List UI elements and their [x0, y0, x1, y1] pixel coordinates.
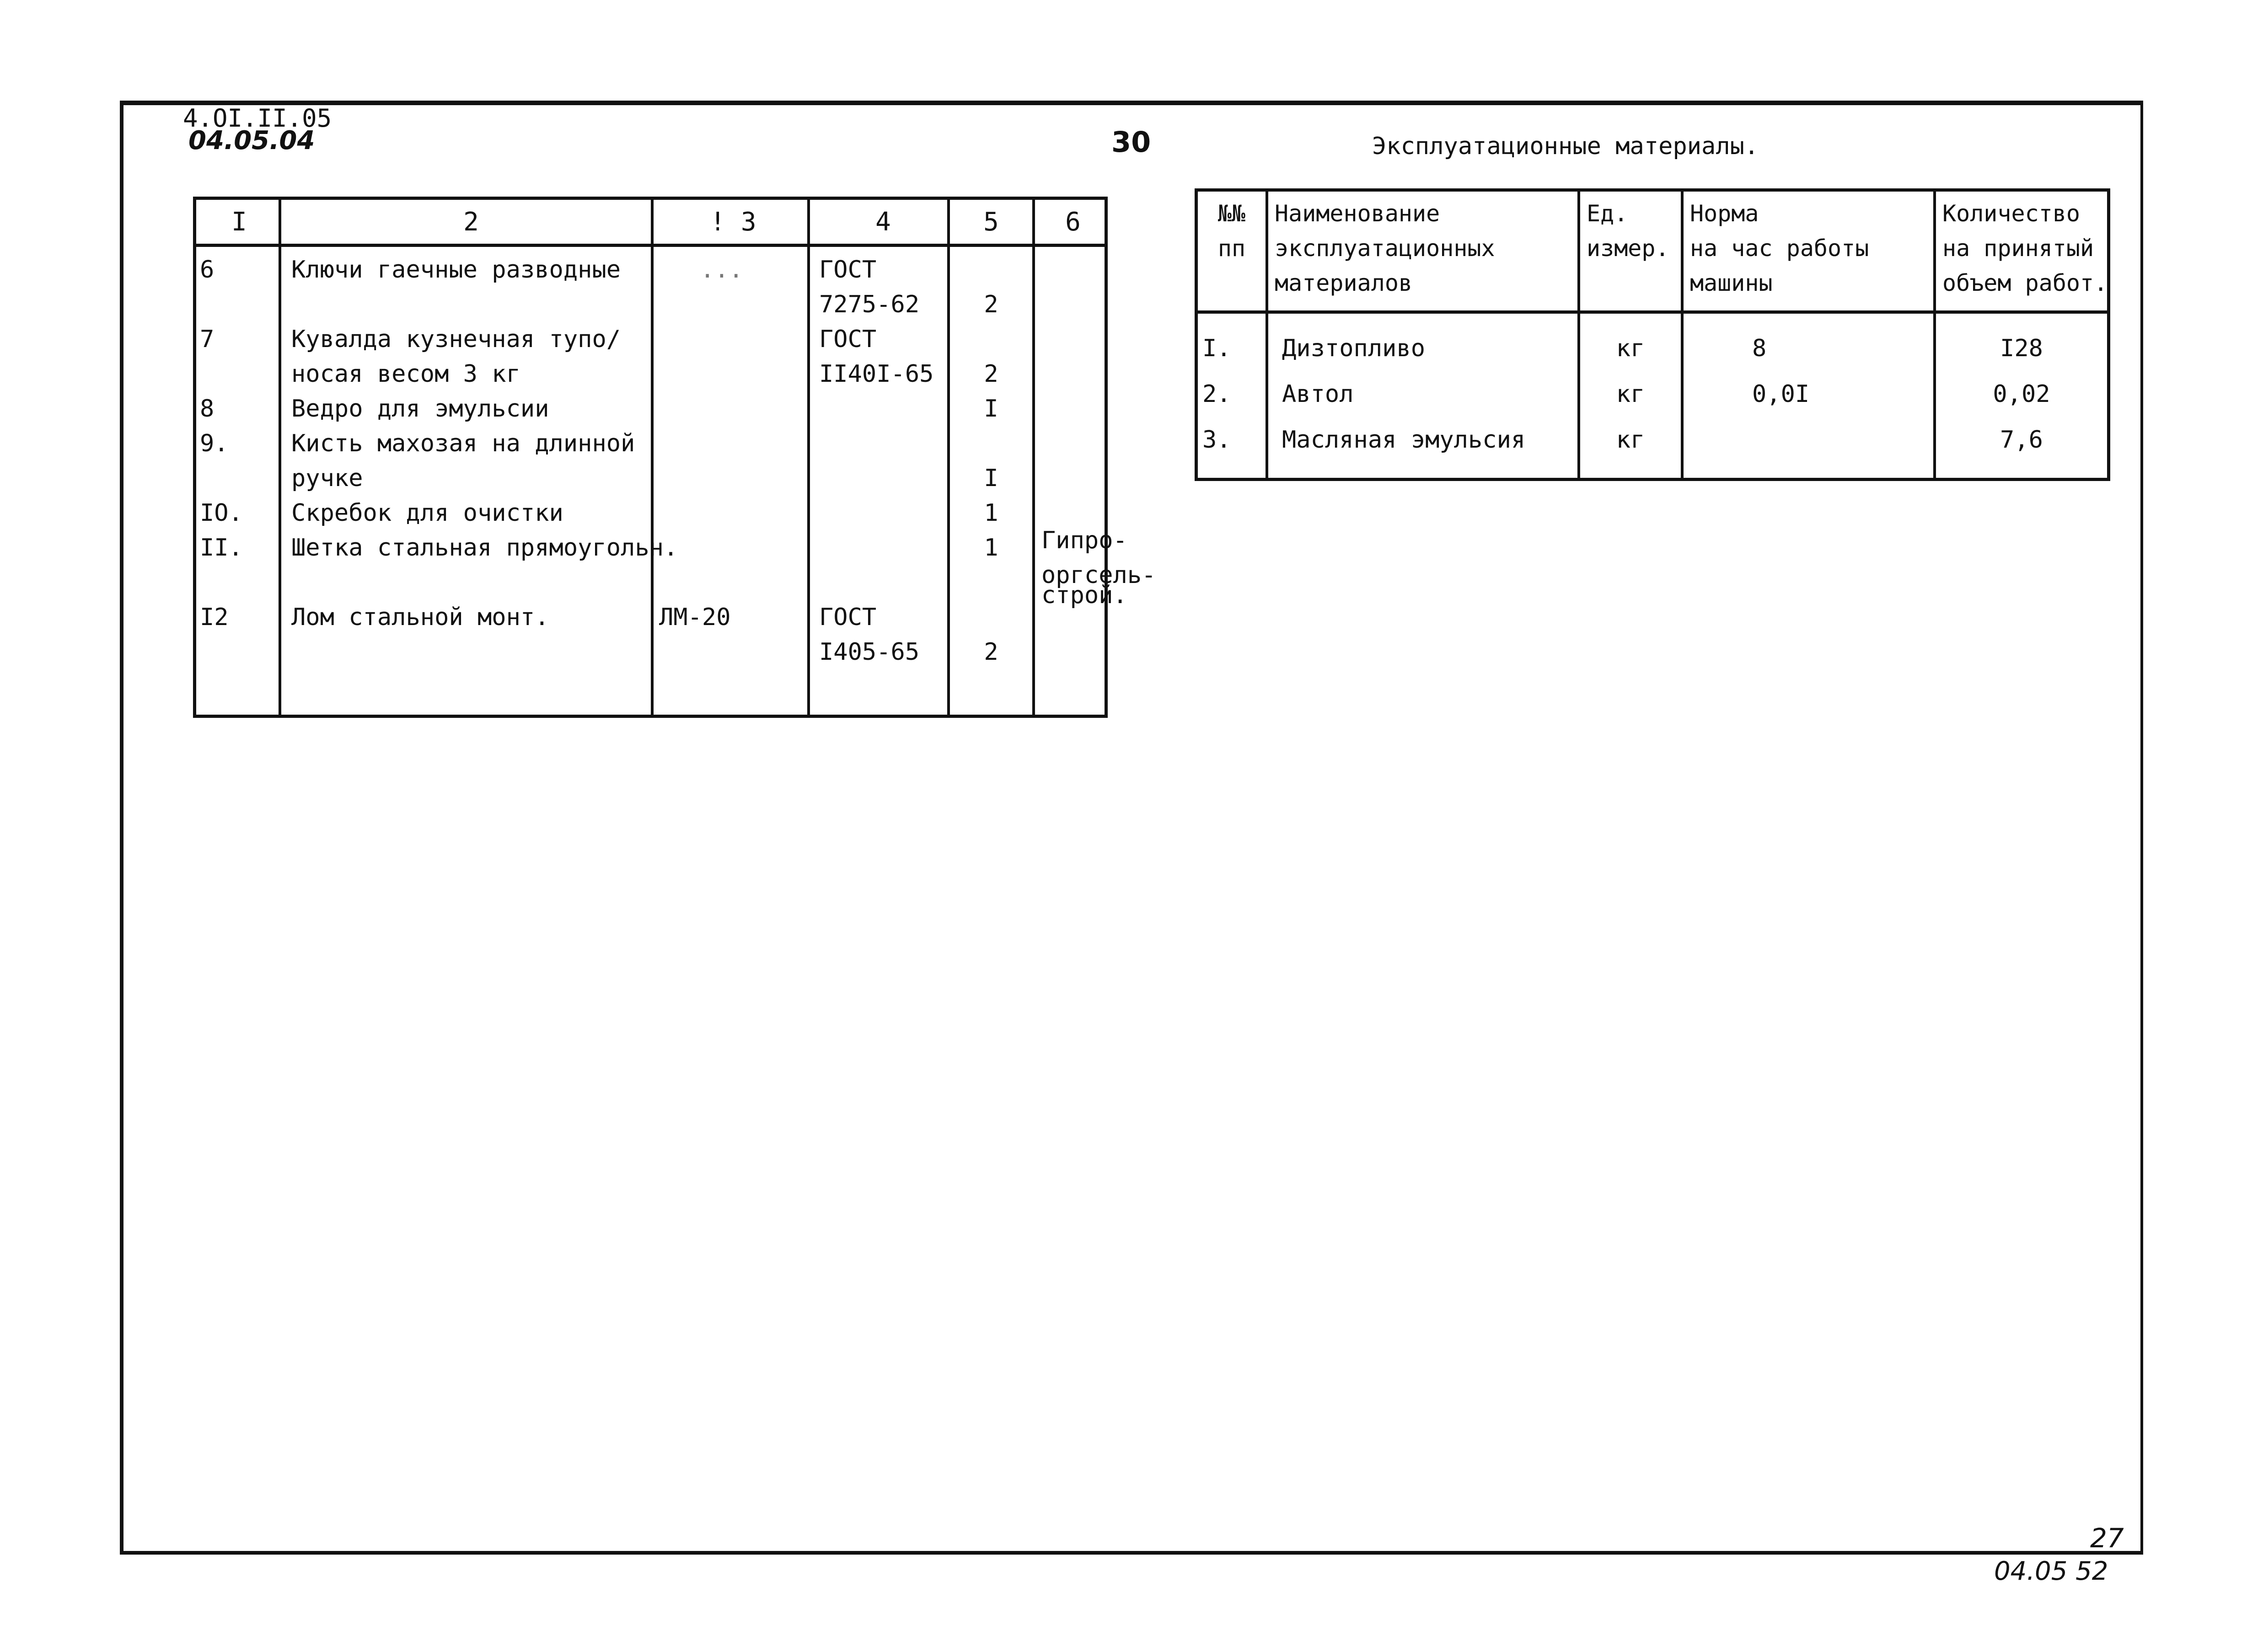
- tools-qty: 2: [984, 638, 998, 666]
- tools-spacer: [200, 461, 279, 496]
- tools-developer: строй.: [1041, 582, 1127, 609]
- tools-header-col1: I: [195, 198, 280, 246]
- materials-body: [1196, 312, 2109, 480]
- tools-spacer: [819, 496, 947, 530]
- header-line: на час работы: [1690, 235, 1869, 262]
- material-norm: 0,0I: [1752, 380, 1810, 408]
- tools-col-qty: [949, 246, 1034, 716]
- tools-spacer: [659, 322, 807, 357]
- tools-spacer: [1041, 287, 1105, 322]
- header-line: Норма: [1690, 200, 1759, 227]
- tools-spacer: [1041, 322, 1105, 357]
- material-num: 2.: [1202, 380, 1231, 408]
- materials-table: [1195, 188, 2110, 481]
- materials-col-qty: [1935, 312, 2109, 480]
- tools-spacer: [950, 565, 1032, 600]
- tools-qty: 1: [984, 534, 998, 561]
- material-norm: [1752, 417, 1933, 463]
- tools-col-dev: [1034, 246, 1156, 716]
- tools-spacer: [950, 600, 1032, 635]
- materials-header-num: [1196, 190, 1267, 312]
- tools-name: Шетка стальная прямоугольн.: [291, 534, 678, 561]
- header-line: Ед.: [1587, 200, 1628, 227]
- materials-header-unit: [1579, 190, 1682, 312]
- materials-header-qty: [1935, 190, 2109, 312]
- tools-num: I2: [200, 604, 229, 631]
- header-line: Количество: [1942, 200, 2081, 227]
- header-line: измер.: [1587, 235, 1669, 262]
- tools-header-col4: 4: [809, 198, 949, 246]
- material-norm: 8: [1752, 335, 1767, 362]
- tools-name: Кувалда кузнечная тупо/: [291, 326, 621, 353]
- document-code: 4.OI.II.05: [183, 104, 332, 133]
- tools-col-type: [652, 246, 809, 716]
- tools-standard: ГОСТ: [819, 326, 877, 353]
- tools-col-standard: [809, 246, 949, 716]
- footer-code: 04.05 52: [1994, 1556, 2108, 1586]
- tools-spacer: [291, 565, 651, 600]
- tools-spacer: [1041, 391, 1105, 426]
- material-qty: I28: [2000, 335, 2043, 362]
- header-line: объем работ.: [1942, 270, 2108, 296]
- tools-num: 6: [200, 256, 215, 283]
- material-unit: кг: [1616, 380, 1645, 408]
- tools-spacer: [819, 391, 947, 426]
- tools-qty: 1: [984, 499, 998, 527]
- materials-header-row: [1196, 190, 2109, 312]
- tools-spacer: [200, 357, 279, 391]
- tools-num: 9.: [200, 430, 229, 457]
- tools-spacer: [950, 426, 1032, 461]
- sheet-number: 27: [2090, 1523, 2124, 1554]
- tools-header-col5: 5: [949, 198, 1034, 246]
- tools-qty: 2: [984, 291, 998, 318]
- header-line: пп: [1217, 235, 1246, 262]
- material-name: Автол: [1282, 380, 1354, 408]
- page-number: 30: [1111, 125, 1151, 159]
- tools-spacer: [200, 565, 279, 600]
- document-code-handwritten: 04.05.04: [188, 126, 315, 155]
- tools-spacer: [819, 565, 947, 600]
- tools-spacer: [1041, 496, 1105, 530]
- header-line: Наименование: [1275, 200, 1440, 227]
- tools-standard: ГОСТ: [819, 256, 877, 283]
- material-num: I.: [1202, 335, 1231, 362]
- tools-table: [193, 197, 1156, 718]
- tools-num: II.: [200, 534, 243, 561]
- tools-standard: 7275-62: [819, 291, 920, 318]
- tools-developer: Гипро-: [1041, 527, 1127, 554]
- header-line: эксплуатационных: [1275, 235, 1495, 262]
- material-name: Масляная эмульсия: [1282, 426, 1526, 454]
- tools-developer: оргсель-: [1041, 561, 1156, 589]
- tools-spacer: [819, 426, 947, 461]
- tools-name: Скребок для очистки: [291, 499, 563, 527]
- tools-spacer: [1041, 252, 1105, 287]
- tools-spacer: [659, 426, 807, 461]
- tools-spacer: [659, 287, 807, 322]
- tools-spacer: [1041, 357, 1105, 391]
- tools-spacer: [659, 565, 807, 600]
- tools-type: ЛМ-20: [659, 604, 731, 631]
- material-name: Дизтопливо: [1282, 335, 1426, 362]
- header-line: №№: [1217, 200, 1246, 227]
- tools-num: 8: [200, 395, 215, 422]
- section-title: Эксплуатационные материалы.: [1372, 133, 1759, 160]
- materials-header-name: [1267, 190, 1579, 312]
- tools-spacer: [291, 287, 651, 322]
- tools-name: Ведро для эмульсии: [291, 395, 549, 422]
- tools-col-num: [195, 246, 280, 716]
- tools-qty: I: [984, 395, 998, 422]
- tools-header-col6: 6: [1034, 198, 1106, 246]
- tools-header-col2: 2: [280, 198, 652, 246]
- tools-spacer: [950, 322, 1032, 357]
- tools-spacer: [659, 496, 807, 530]
- tools-type: ...: [700, 256, 743, 283]
- tools-spacer: [659, 391, 807, 426]
- tools-spacer: [1041, 461, 1105, 496]
- tools-body: [195, 246, 1106, 716]
- tools-header-row: [195, 198, 1106, 246]
- material-unit: кг: [1616, 335, 1645, 362]
- tools-spacer: [1041, 426, 1105, 461]
- tools-num: IO.: [200, 499, 243, 527]
- material-qty: 7,6: [2000, 426, 2043, 454]
- materials-col-unit: [1579, 312, 1682, 480]
- material-unit: кг: [1616, 426, 1645, 454]
- tools-spacer: [819, 461, 947, 496]
- tools-spacer: [200, 287, 279, 322]
- tools-name: Кисть махозая на длинной: [291, 430, 635, 457]
- materials-col-name: [1267, 312, 1579, 480]
- tools-spacer: [950, 252, 1032, 287]
- tools-standard: II40I-65: [819, 360, 934, 388]
- tools-qty: 2: [984, 360, 998, 388]
- tools-spacer: [659, 461, 807, 496]
- tools-name: носая весом 3 кг: [291, 360, 520, 388]
- material-num: 3.: [1202, 426, 1231, 454]
- tools-name: Ключи гаечные разводные: [291, 256, 621, 283]
- materials-col-norm: [1682, 312, 1935, 480]
- materials-col-num: [1196, 312, 1267, 480]
- tools-col-name: [280, 246, 678, 716]
- header-line: на принятый: [1942, 235, 2094, 262]
- tools-name: Лом стальной монт.: [291, 604, 549, 631]
- materials-header-norm: [1682, 190, 1935, 312]
- header-line: машины: [1690, 270, 1773, 296]
- tools-name: ручке: [291, 465, 363, 492]
- tools-qty: I: [984, 465, 998, 492]
- tools-spacer: [659, 530, 807, 565]
- tools-spacer: [659, 357, 807, 391]
- tools-num: 7: [200, 326, 215, 353]
- header-line: материалов: [1275, 270, 1413, 296]
- tools-header-col3: ! 3: [652, 198, 809, 246]
- tools-spacer: [819, 530, 947, 565]
- material-qty: 0,02: [1993, 380, 2050, 408]
- tools-standard: ГОСТ: [819, 604, 877, 631]
- tools-standard: I405-65: [819, 638, 920, 666]
